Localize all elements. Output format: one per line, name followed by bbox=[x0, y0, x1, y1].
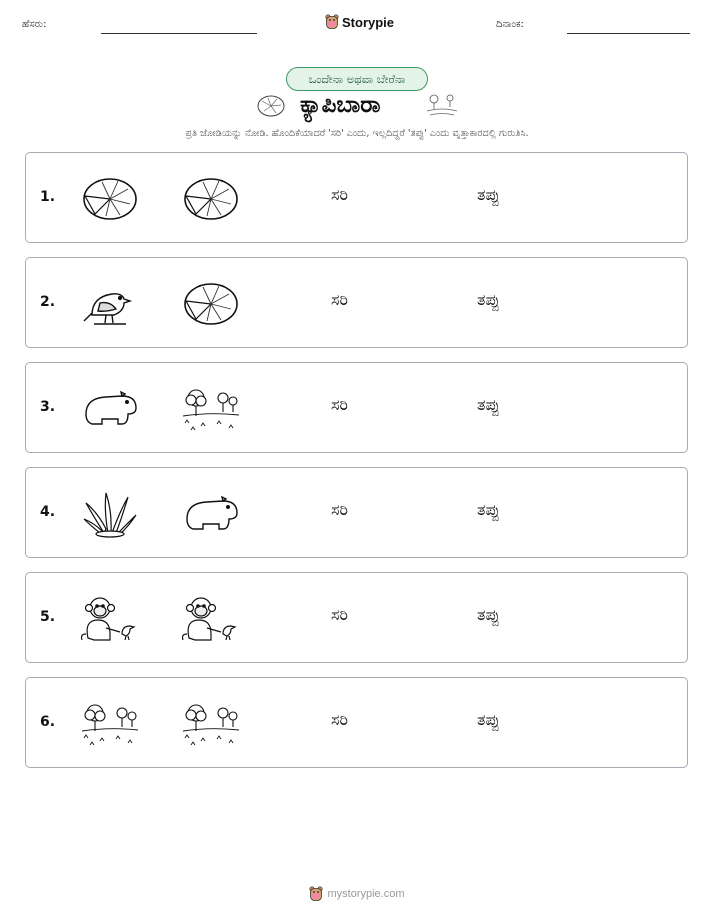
row-number: 5. bbox=[40, 609, 56, 625]
monkey-bird-icon bbox=[181, 594, 241, 644]
grass-tuft-icon bbox=[80, 489, 140, 539]
option-wrong[interactable]: ತಪ್ಪು bbox=[477, 290, 500, 309]
monkey-bird-icon bbox=[80, 594, 140, 644]
instructions: ಪ್ರತಿ ಜೋಡಿಯನ್ನು ನೋಡಿ. ಹೊಂದಿಕೆಯಾದರೆ 'ಸರಿ' ಎಂದು, ಇಲ್ಲದಿದ್ದರೆ 'ತಪ್ಪು' ಎಂದು ವೃತ್ತಾಕಾರದಲ್ಲಿ ಗುರುತಿಸಿ. bbox=[185, 128, 529, 139]
capybara-icon bbox=[181, 489, 241, 539]
brand-name: Storypie bbox=[342, 14, 395, 30]
date-field[interactable] bbox=[567, 33, 690, 34]
exercise-row bbox=[25, 677, 688, 768]
option-correct[interactable]: ಸರಿ bbox=[331, 290, 348, 309]
pond-scene-icon bbox=[425, 92, 459, 120]
exercise-row bbox=[25, 572, 688, 663]
meadow-trees-icon bbox=[80, 699, 140, 749]
footer-url[interactable]: mystorypie.com bbox=[327, 888, 405, 900]
worksheet-type-badge: ಒಂದೇನಾ ಅಥವಾ ಬೇರೆನಾ bbox=[286, 67, 428, 91]
option-correct[interactable]: ಸರಿ bbox=[331, 395, 348, 414]
title-row bbox=[0, 90, 714, 124]
option-wrong[interactable]: ತಪ್ಪು bbox=[477, 500, 500, 519]
option-correct[interactable]: ಸರಿ bbox=[331, 185, 348, 204]
capybara-icon bbox=[80, 384, 140, 434]
bear-mascot-icon bbox=[309, 886, 323, 902]
worksheet-header bbox=[0, 14, 714, 38]
row-number: 3. bbox=[40, 399, 56, 415]
name-field[interactable] bbox=[101, 33, 257, 34]
exercise-row bbox=[25, 152, 688, 243]
lily-pad-icon bbox=[181, 279, 241, 329]
storypie-logo bbox=[325, 14, 394, 30]
row-number: 6. bbox=[40, 714, 56, 730]
option-correct[interactable]: ಸರಿ bbox=[331, 500, 348, 519]
lily-pad-icon bbox=[80, 174, 140, 224]
row-number: 1. bbox=[40, 189, 56, 205]
bear-mascot-icon bbox=[325, 14, 339, 30]
option-correct[interactable]: ಸರಿ bbox=[331, 605, 348, 624]
date-label: ದಿನಾಂಕ: bbox=[496, 19, 524, 30]
option-wrong[interactable]: ತಪ್ಪು bbox=[477, 605, 500, 624]
name-label: ಹೆಸರು: bbox=[22, 19, 47, 30]
footer bbox=[0, 886, 714, 902]
exercise-row bbox=[25, 257, 688, 348]
row-number: 2. bbox=[40, 294, 56, 310]
option-wrong[interactable]: ತಪ್ಪು bbox=[477, 395, 500, 414]
meadow-trees-icon bbox=[181, 384, 241, 434]
option-wrong[interactable]: ತಪ್ಪು bbox=[477, 710, 500, 729]
meadow-trees-icon bbox=[181, 699, 241, 749]
bird-icon bbox=[80, 279, 140, 329]
option-wrong[interactable]: ತಪ್ಪು bbox=[477, 185, 500, 204]
exercise-row bbox=[25, 362, 688, 453]
option-correct[interactable]: ಸರಿ bbox=[331, 710, 348, 729]
lily-pad-icon bbox=[256, 94, 286, 118]
page-title: ಕ್ಯಾಪಿಬಾರಾ bbox=[300, 92, 381, 118]
exercise-row bbox=[25, 467, 688, 558]
lily-pad-icon bbox=[181, 174, 241, 224]
row-number: 4. bbox=[40, 504, 56, 520]
